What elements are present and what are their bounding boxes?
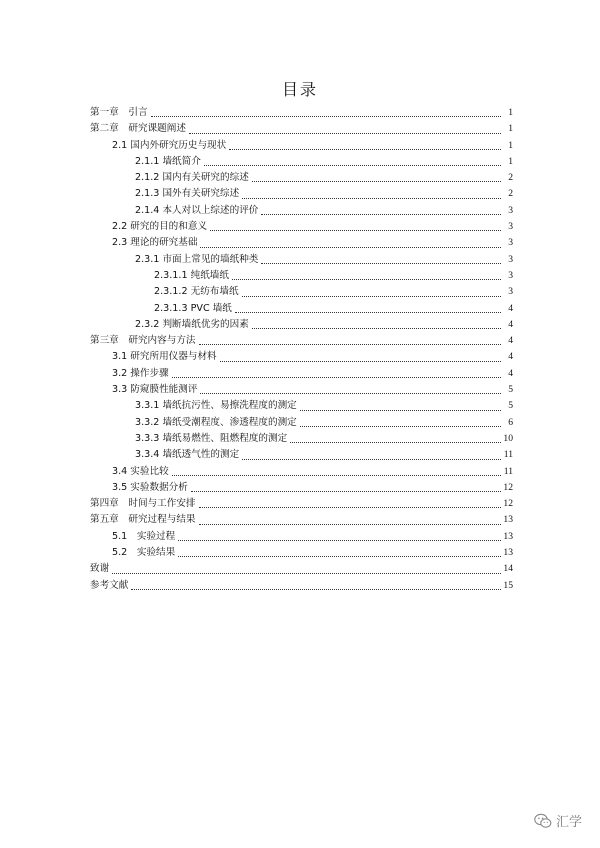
toc-entry-page-number: 3 — [508, 269, 513, 281]
toc-entry[interactable] — [90, 284, 513, 300]
toc-entry-page-number: 4 — [508, 351, 513, 363]
toc-dot-leader — [200, 393, 501, 394]
toc-dot-leader — [242, 459, 501, 460]
toc-entry-label: 3.3 防窥膜性能测评 — [112, 384, 198, 396]
toc-dot-leader — [199, 524, 501, 525]
toc-entry[interactable] — [90, 529, 513, 545]
toc-entry[interactable] — [90, 268, 513, 284]
toc-entry-label: 3.4 实验比较 — [112, 465, 169, 477]
toc-entry[interactable] — [90, 561, 513, 577]
toc-entry[interactable] — [90, 235, 513, 251]
toc-entry[interactable] — [90, 431, 513, 447]
toc-dot-leader — [242, 296, 501, 297]
toc-entry-page-number: 2 — [508, 172, 513, 184]
toc-dot-leader — [191, 491, 501, 492]
toc-entry-page-number: 13 — [503, 530, 513, 542]
toc-entry-label: 3.1 研究所用仪器与材料 — [112, 351, 217, 363]
toc-dot-leader — [220, 361, 501, 362]
toc-entry-page-number: 13 — [503, 514, 513, 526]
toc-entry-label: 2.1.4 本人对以上综述的评价 — [135, 204, 259, 216]
toc-entry[interactable] — [90, 219, 513, 235]
toc-dot-leader — [232, 279, 501, 280]
toc-entry[interactable] — [90, 317, 513, 333]
toc-dot-leader — [178, 540, 501, 541]
toc-entry-page-number: 13 — [503, 547, 513, 559]
toc-entry-label: 2.2 研究的目的和意义 — [112, 221, 208, 233]
toc-entry[interactable] — [90, 301, 513, 317]
toc-list — [90, 105, 513, 594]
toc-entry-label: 2.3.1.2 无纺布墙纸 — [154, 286, 239, 298]
toc-entry-page-number: 3 — [508, 204, 513, 216]
toc-entry[interactable] — [90, 170, 513, 186]
toc-entry-page-number: 4 — [508, 302, 513, 314]
toc-entry-page-number: 5 — [508, 384, 513, 396]
toc-entry-label: 2.3.1.3 PVC 墙纸 — [154, 302, 232, 314]
toc-entry-page-number: 3 — [508, 253, 513, 265]
toc-entry-page-number: 3 — [508, 237, 513, 249]
toc-entry-label: 第一章 引言 — [90, 107, 148, 118]
toc-entry-page-number: 6 — [508, 416, 513, 428]
toc-entry[interactable] — [90, 349, 513, 365]
toc-dot-leader — [252, 181, 501, 182]
toc-entry[interactable] — [90, 496, 513, 512]
toc-entry-page-number: 1 — [508, 155, 513, 167]
toc-dot-leader — [229, 149, 501, 150]
toc-entry[interactable] — [90, 138, 513, 154]
toc-entry[interactable] — [90, 203, 513, 219]
toc-dot-leader — [300, 426, 501, 427]
toc-entry-page-number: 1 — [508, 139, 513, 151]
toc-dot-leader — [261, 214, 501, 215]
toc-dot-leader — [210, 230, 501, 231]
toc-entry-label: 2.3.1 市面上常见的墙纸种类 — [135, 253, 259, 265]
toc-entry-label: 3.3.2 墙纸受潮程度、渗透程度的测定 — [135, 416, 297, 428]
toc-entry[interactable] — [90, 545, 513, 561]
toc-entry[interactable] — [90, 382, 513, 398]
toc-dot-leader — [172, 475, 501, 476]
wechat-icon — [534, 813, 552, 829]
toc-entry-label: 2.3.1.1 纯纸墙纸 — [154, 269, 229, 281]
toc-dot-leader — [199, 344, 501, 345]
toc-entry[interactable] — [90, 415, 513, 431]
toc-entry-label: 2.3.2 判断墙纸优劣的因素 — [135, 318, 249, 330]
toc-entry-label: 第三章 研究内容与方法 — [90, 335, 196, 347]
toc-dot-leader — [290, 442, 501, 443]
toc-dot-leader — [242, 198, 501, 199]
toc-entry[interactable] — [90, 447, 513, 463]
toc-entry-page-number: 3 — [508, 286, 513, 298]
toc-dot-leader — [131, 589, 501, 590]
toc-entry-page-number: 15 — [503, 579, 513, 591]
toc-entry-page-number: 2 — [508, 188, 513, 200]
toc-entry[interactable] — [90, 186, 513, 202]
toc-entry-page-number: 5 — [508, 400, 513, 412]
toc-entry-page-number: 1 — [508, 123, 513, 135]
toc-entry-page-number: 4 — [508, 335, 513, 347]
toc-entry-page-number: 11 — [503, 465, 513, 477]
toc-entry-label: 第二章 研究课题阐述 — [90, 123, 186, 135]
toc-dot-leader — [235, 312, 501, 313]
toc-entry[interactable] — [90, 366, 513, 382]
toc-entry[interactable] — [90, 121, 513, 137]
toc-entry-label: 3.3.1 墙纸抗污性、易擦洗程度的测定 — [135, 400, 297, 412]
toc-entry-label: 3.3.4 墙纸透气性的测定 — [135, 449, 240, 461]
toc-entry-label: 5.1 实验过程 — [112, 530, 176, 542]
toc-entry-label: 2.3 理论的研究基础 — [112, 237, 198, 249]
toc-entry-label: 5.2 实验结果 — [112, 547, 176, 559]
toc-dot-leader — [300, 410, 501, 411]
toc-entry-page-number: 14 — [503, 563, 513, 575]
toc-dot-leader — [172, 377, 501, 378]
toc-dot-leader — [252, 328, 501, 329]
toc-entry[interactable] — [90, 578, 513, 594]
toc-entry[interactable] — [90, 333, 513, 349]
toc-entry-label: 参考文献 — [90, 579, 129, 591]
toc-entry-label: 2.1 国内外研究历史与现状 — [112, 139, 227, 151]
toc-entry-label: 第四章 时间与工作安排 — [90, 498, 196, 510]
toc-entry[interactable] — [90, 512, 513, 528]
watermark — [534, 811, 582, 830]
toc-title: 目录 — [281, 80, 318, 99]
toc-entry-label: 2.1.2 国内有关研究的综述 — [135, 172, 249, 184]
toc-dot-leader — [261, 263, 501, 264]
toc-entry-label: 3.2 操作步骤 — [112, 367, 169, 379]
toc-entry[interactable] — [90, 252, 513, 268]
toc-entry-label: 3.3.3 墙纸易燃性、阻燃程度的测定 — [135, 432, 288, 444]
toc-dot-leader — [199, 507, 501, 508]
toc-dot-leader — [204, 165, 501, 166]
toc-entry-page-number: 4 — [508, 367, 513, 379]
toc-entry-label: 致谢 — [90, 563, 110, 575]
toc-dot-leader — [112, 573, 501, 574]
toc-entry[interactable] — [90, 398, 513, 414]
toc-dot-leader — [151, 116, 501, 117]
toc-entry[interactable] — [90, 480, 513, 496]
toc-entry-page-number: 3 — [508, 221, 513, 233]
toc-entry-page-number: 1 — [508, 107, 513, 118]
watermark-text: 汇学 — [555, 815, 582, 830]
toc-entry-page-number: 12 — [503, 498, 513, 510]
toc-entry-page-number: 10 — [503, 432, 513, 444]
toc-entry-page-number: 12 — [503, 481, 513, 493]
toc-entry[interactable] — [90, 105, 513, 121]
toc-entry-label: 第五章 研究过程与结果 — [90, 514, 196, 526]
toc-dot-leader — [178, 556, 501, 557]
toc-entry[interactable] — [90, 464, 513, 480]
toc-entry-page-number: 11 — [503, 449, 513, 461]
toc-dot-leader — [189, 133, 501, 134]
toc-entry[interactable] — [90, 154, 513, 170]
toc-entry-page-number: 4 — [508, 318, 513, 330]
toc-entry-label: 2.1.1 墙纸简介 — [135, 155, 201, 167]
toc-entry-label: 3.5 实验数据分析 — [112, 481, 188, 493]
toc-entry-label: 2.1.3 国外有关研究综述 — [135, 188, 240, 200]
toc-dot-leader — [200, 247, 501, 248]
